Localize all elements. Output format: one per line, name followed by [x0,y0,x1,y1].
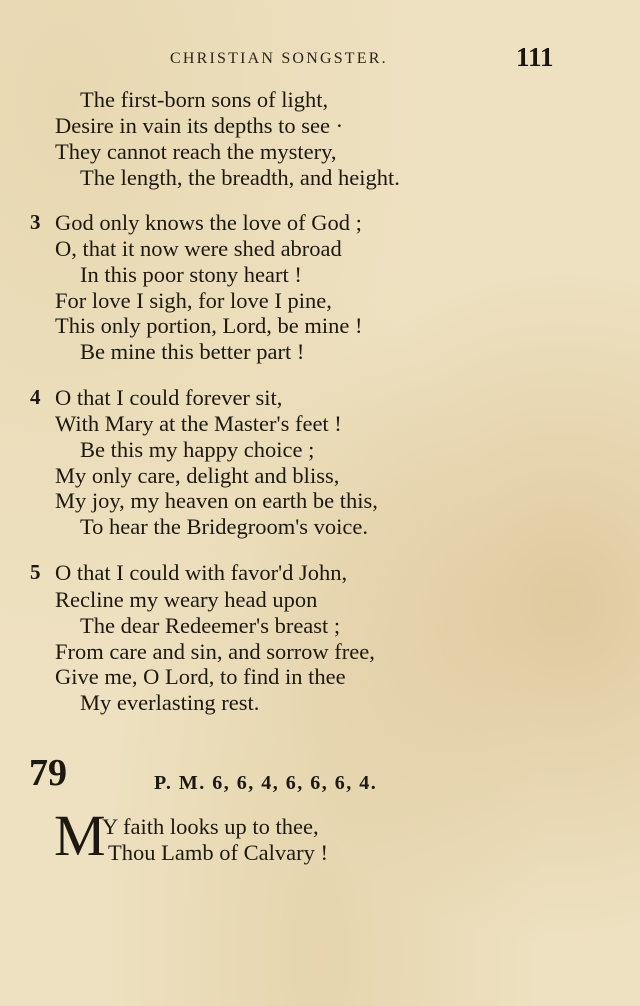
verse-line: O that I could with favor'd John, [55,560,348,585]
verse-line: O that I could forever sit, [55,385,283,410]
verse-line: This only portion, Lord, be mine ! [55,313,363,338]
verse-line: The length, the breadth, and height. [80,165,400,190]
verse-line: God only knows the love of God ; [55,210,362,235]
verse-line: With Mary at the Master's feet ! [55,411,342,436]
verse-line: For love I sigh, for love I pine, [55,288,332,313]
hymn-number: 79 [29,752,67,794]
verse-line: O, that it now were shed abroad [55,236,342,261]
verse-line: My everlasting rest. [80,690,260,715]
verse-line: My joy, my heaven on earth be this, [55,488,378,513]
verse-line: To hear the Bridegroom's voice. [80,514,369,539]
verse-line: Be mine this better part ! [80,339,305,364]
verse-line: Thou Lamb of Calvary ! [108,840,328,865]
stanza-number: 4 [30,385,41,409]
verse-line: Desire in vain its depths to see · [55,113,344,138]
verse-line: The dear Redeemer's breast ; [80,613,341,638]
verse-line: They cannot reach the mystery, [55,139,337,164]
verse-line: Be this my happy choice ; [80,437,315,462]
page-number: 111 [516,42,554,72]
verse-line: Recline my weary head upon [55,587,318,612]
stanza-number: 5 [30,560,41,584]
stanza-number: 3 [30,210,41,234]
verse-line: Give me, O Lord, to find in thee [55,664,346,689]
verse-line: In this poor stony heart ! [80,262,302,287]
verse-line: From care and sin, and sorrow free, [55,639,375,664]
running-title: CHRISTIAN SONGSTER. [170,50,388,67]
verse-line: Y faith looks up to thee, [102,814,319,839]
drop-cap: M [54,803,106,868]
verse-line: My only care, delight and bliss, [55,463,340,488]
verse-line: The first-born sons of light, [80,87,329,112]
hymn-meter: P. M. 6, 6, 4, 6, 6, 6, 4. [154,772,378,794]
